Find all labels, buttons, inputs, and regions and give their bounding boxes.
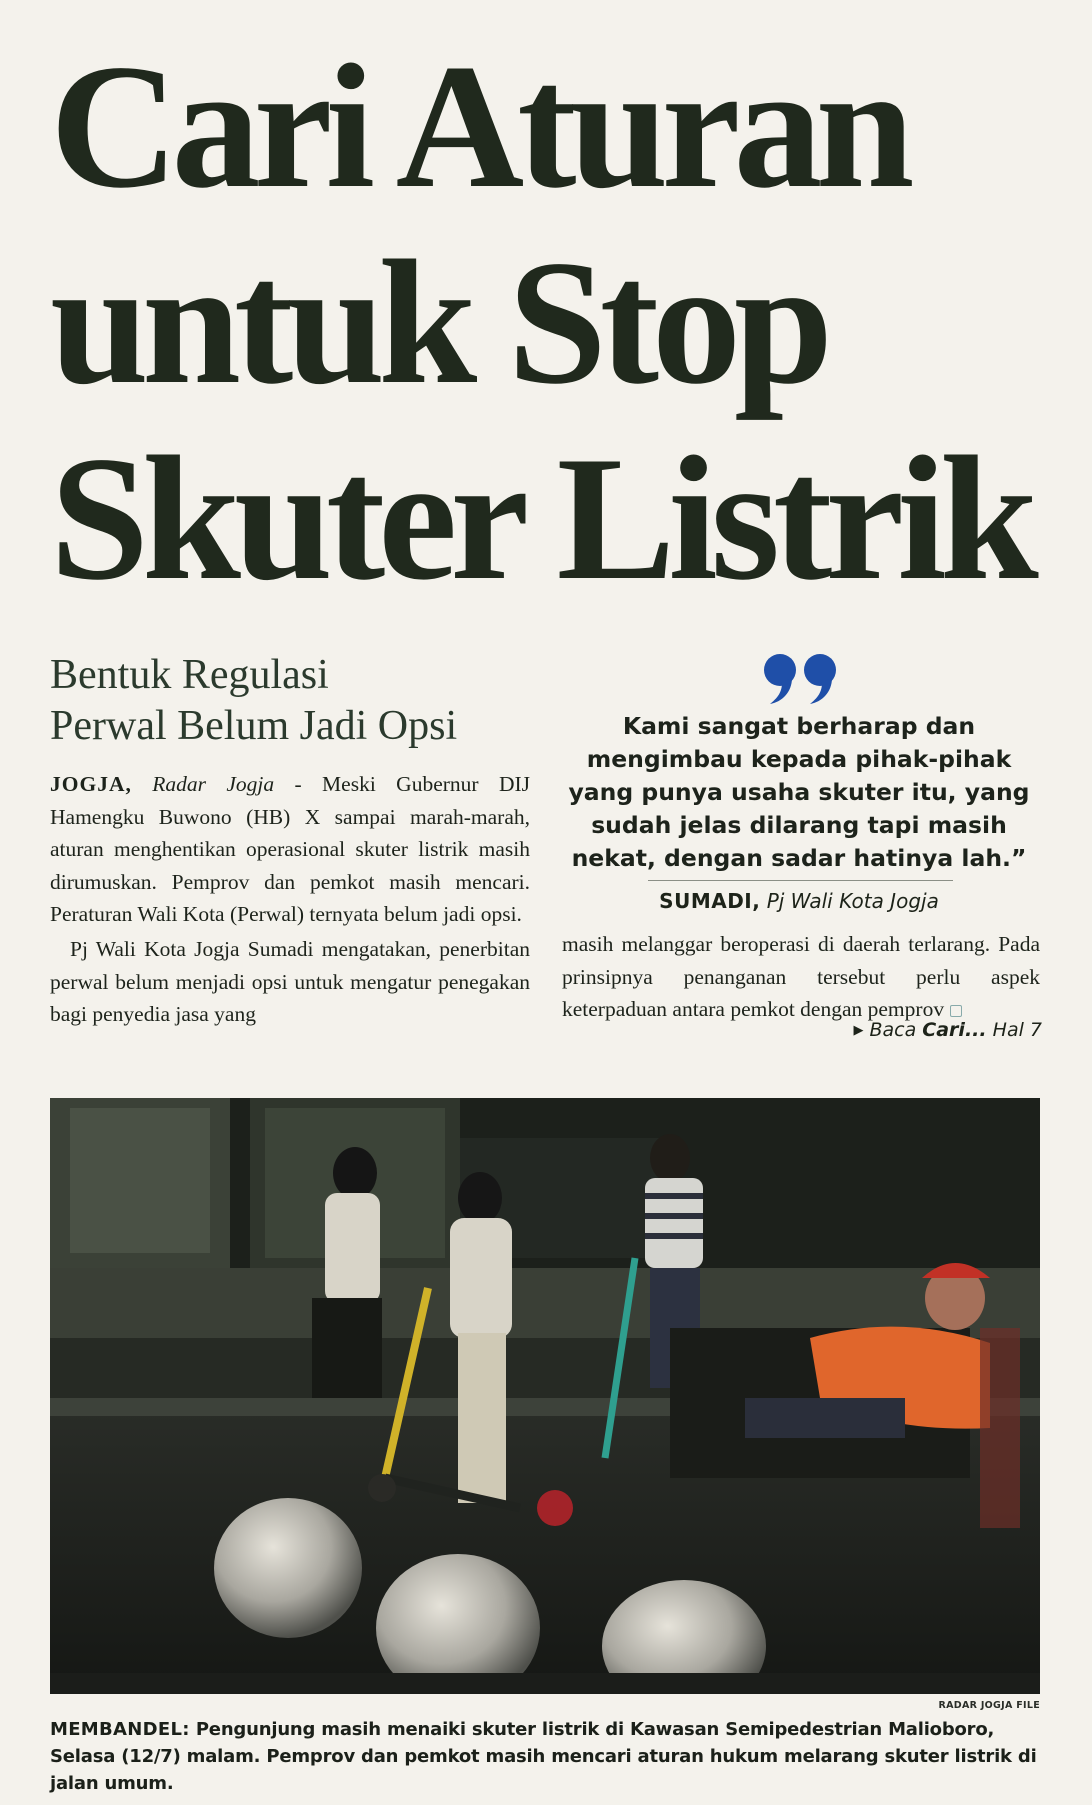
subhead-line-1: Bentuk Regulasi xyxy=(50,652,329,698)
quote-attribution xyxy=(560,886,1038,916)
photo-caption xyxy=(50,1716,1040,1797)
headline-line-2: untuk Stop xyxy=(50,223,827,421)
article-paragraph xyxy=(562,928,1040,1026)
subhead-line-2: Perwal Belum Jadi Opsi xyxy=(50,703,458,749)
article-paragraph: Pj Wali Kota Jogja Sumadi mengatakan, penerbitan perwal belum menjadi opsi untuk mengatur penegakan bagi penyedia jasa yang xyxy=(50,936,530,1027)
quote-divider xyxy=(648,880,953,881)
news-photo xyxy=(50,1098,1040,1694)
jump-prefix: Baca xyxy=(869,1019,917,1041)
end-mark-icon xyxy=(950,1005,962,1017)
jump-keyword: Cari... xyxy=(922,1019,987,1041)
article-column-left xyxy=(50,768,530,1031)
triangle-right-icon: ▶ xyxy=(853,1023,864,1038)
photo-scene xyxy=(50,1098,1040,1694)
headline xyxy=(50,28,1060,616)
headline-line-3: Skuter Listrik xyxy=(50,419,1032,617)
article-column-right xyxy=(562,928,1040,1026)
jump-page: Hal 7 xyxy=(992,1019,1042,1041)
dateline: JOGJA, xyxy=(50,772,132,796)
caption-lead: MEMBANDEL: xyxy=(50,1719,190,1740)
subheadline xyxy=(50,650,540,752)
paragraph-text: masih melanggar beroperasi di daerah terlarang. Pada prinsipnya penanganan tersebut perlu aspek keterpaduan antara pemkot dengan pemprov xyxy=(562,932,1040,1022)
quote-speaker: SUMADI, xyxy=(659,889,761,913)
article-paragraph xyxy=(50,768,530,931)
pull-quote: Kami sangat berharap dan mengimbau kepada pihak-pihak yang punya usaha skuter itu, yang sudah jelas dilarang tapi masih nekat, dengan sadar hatinya lah.” xyxy=(568,712,1030,872)
news-source: Radar Jogja xyxy=(152,772,275,796)
paragraph-text: - Meski Gubernur DIJ Hamengku Buwono (HB) X sampai marah-marah, aturan menghentikan operasional skuter listrik masih dirumuskan. Pemprov dan pemkot masih mencari. Peraturan Wali Kota (Perwal) ternyata belum jadi opsi. xyxy=(50,772,530,927)
quote-mark-icon xyxy=(762,652,842,704)
quote-speaker-role: Pj Wali Kota Jogja xyxy=(766,889,939,913)
photo-credit: RADAR JOGJA FILE xyxy=(938,1700,1040,1711)
headline-line-1: Cari Aturan xyxy=(50,27,908,225)
continued-on-page xyxy=(853,1019,1042,1041)
caption-text: Pengunjung masih menaiki skuter listrik di Kawasan Semipedestrian Malioboro, Selasa (12/7) malam. Pemprov dan pemkot masih mencari aturan hukum melarang skuter listrik di jalan umum. xyxy=(50,1719,1037,1794)
